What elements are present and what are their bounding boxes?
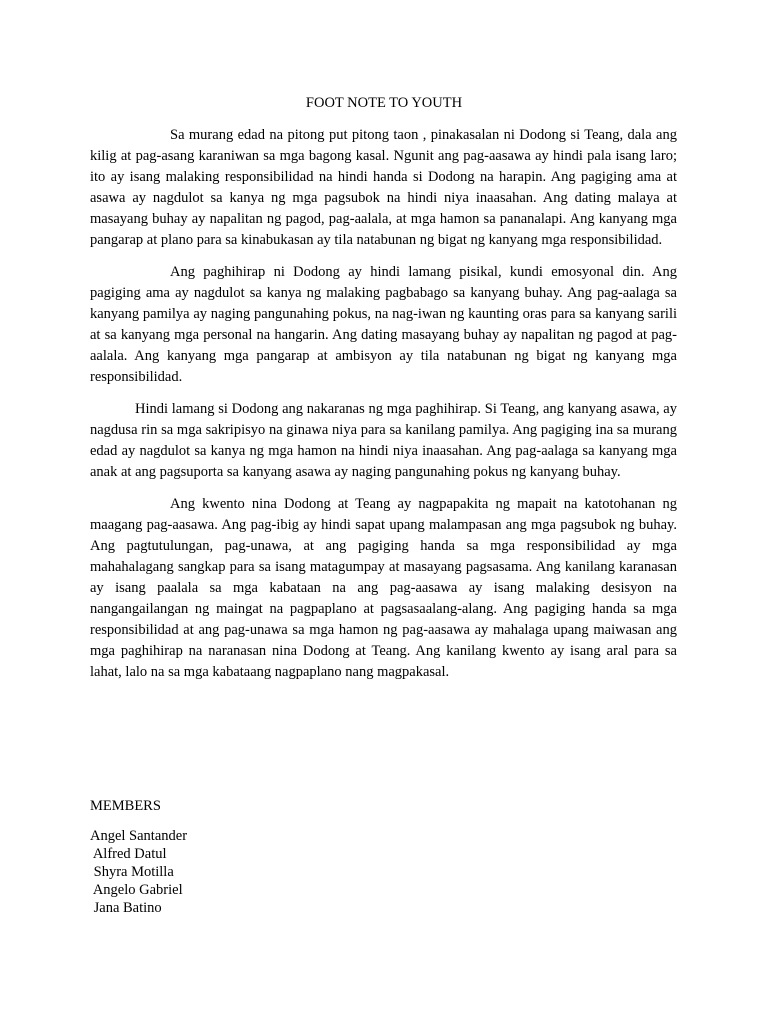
paragraph-4: Ang kwento nina Dodong at Teang ay nagpapakita ng mapait na katotohanan ng maagang pag-aasawa. Ang pag-ibig ay hindi sapat upang malampasan ang mga pagsubok ng buhay. Ang pagtutulungan, pag-unawa, at ang pagiging handa sa mga responsibilidad ay mga mahahalagang sangkap para sa isang matagumpay at masayang pagsasama. Ang kanilang karanasan ay isang paalala sa mga kabataan na ang pag-aasawa ay isang malaking desisyon na nangangailangan ng maingat na pagpaplano at pagsasaalang-alang. Ang pagiging handa sa mga responsibilidad at ang pag-unawa sa mga hamon ng pag-aasawa ay mahalaga upang maiwasan ang mga paghihirap na naranasan nina Dodong at Teang. Ang kanilang kwento ay isang aral para sa lahat, lalo na sa mga kabataang nagpaplano nang magpakasal. — [90, 496, 677, 680]
paragraph-2: Ang paghihirap ni Dodong ay hindi lamang pisikal, kundi emosyonal din. Ang pagiging ama ay nagdulot sa kanya ng malaking pagbabago sa kanyang buhay. Ang pag-aalaga sa kanyang pamilya ay naging pangunahing pokus, na nag-iwan ng kaunting oras para sa kanyang sarili at sa kanyang mga personal na hangarin. Ang dating masayang buhay ay napalitan ng pagod at pag-aalala. Ang kanyang mga pangarap at ambisyon ay tila natabunan ng bigat ng kanyang mga responsibilidad. — [90, 264, 677, 385]
document-title: FOOT NOTE TO YOUTH — [305, 95, 463, 111]
member-name: Alfred Datul — [90, 846, 167, 862]
member-name: Shyra Motilla — [90, 864, 174, 880]
member-name: Jana Batino — [90, 900, 162, 916]
member-name: Angel Santander — [90, 828, 188, 844]
member-list — [90, 827, 187, 917]
paragraph-1: Sa murang edad na pitong put pitong taon , pinakasalan ni Dodong si Teang, dala ang kilig at pag-asang karaniwan sa mga bagong kasal. Ngunit ang pag-aasawa ay hindi pala isang laro; ito ay isang malaking responsibilidad na hindi handa si Dodong na harapin. Ang pagiging ama at asawa ay nagdulot sa kanya ng mga pagsubok na hindi niya inaasahan. Ang dating malaya at masayang buhay ay napalitan ng pagod, pag-aalala, at mga hamon sa pananalapi. Ang kanyang mga pangarap at plano para sa kinabukasan ay tila natabunan ng bigat ng kanyang mga responsibilidad. — [90, 127, 677, 248]
document-body — [90, 125, 677, 694]
member-name: Angelo Gabriel — [90, 882, 183, 898]
members-section — [90, 797, 187, 917]
paragraph-3: Hindi lamang si Dodong ang nakaranas ng mga paghihirap. Si Teang, ang kanyang asawa, ay nagdusa rin sa mga sakripisyo na ginawa niya para sa kanilang pamilya. Ang pagiging ina sa murang edad ay nagdulot sa kanya ng mga hamon na hindi niya inaasahan. Ang pag-aalaga sa kanyang mga anak at ang pagsuporta sa kanyang asawa ay naging pangunahing pokus ng kanyang buhay. — [90, 401, 677, 480]
members-heading: MEMBERS — [90, 798, 161, 814]
